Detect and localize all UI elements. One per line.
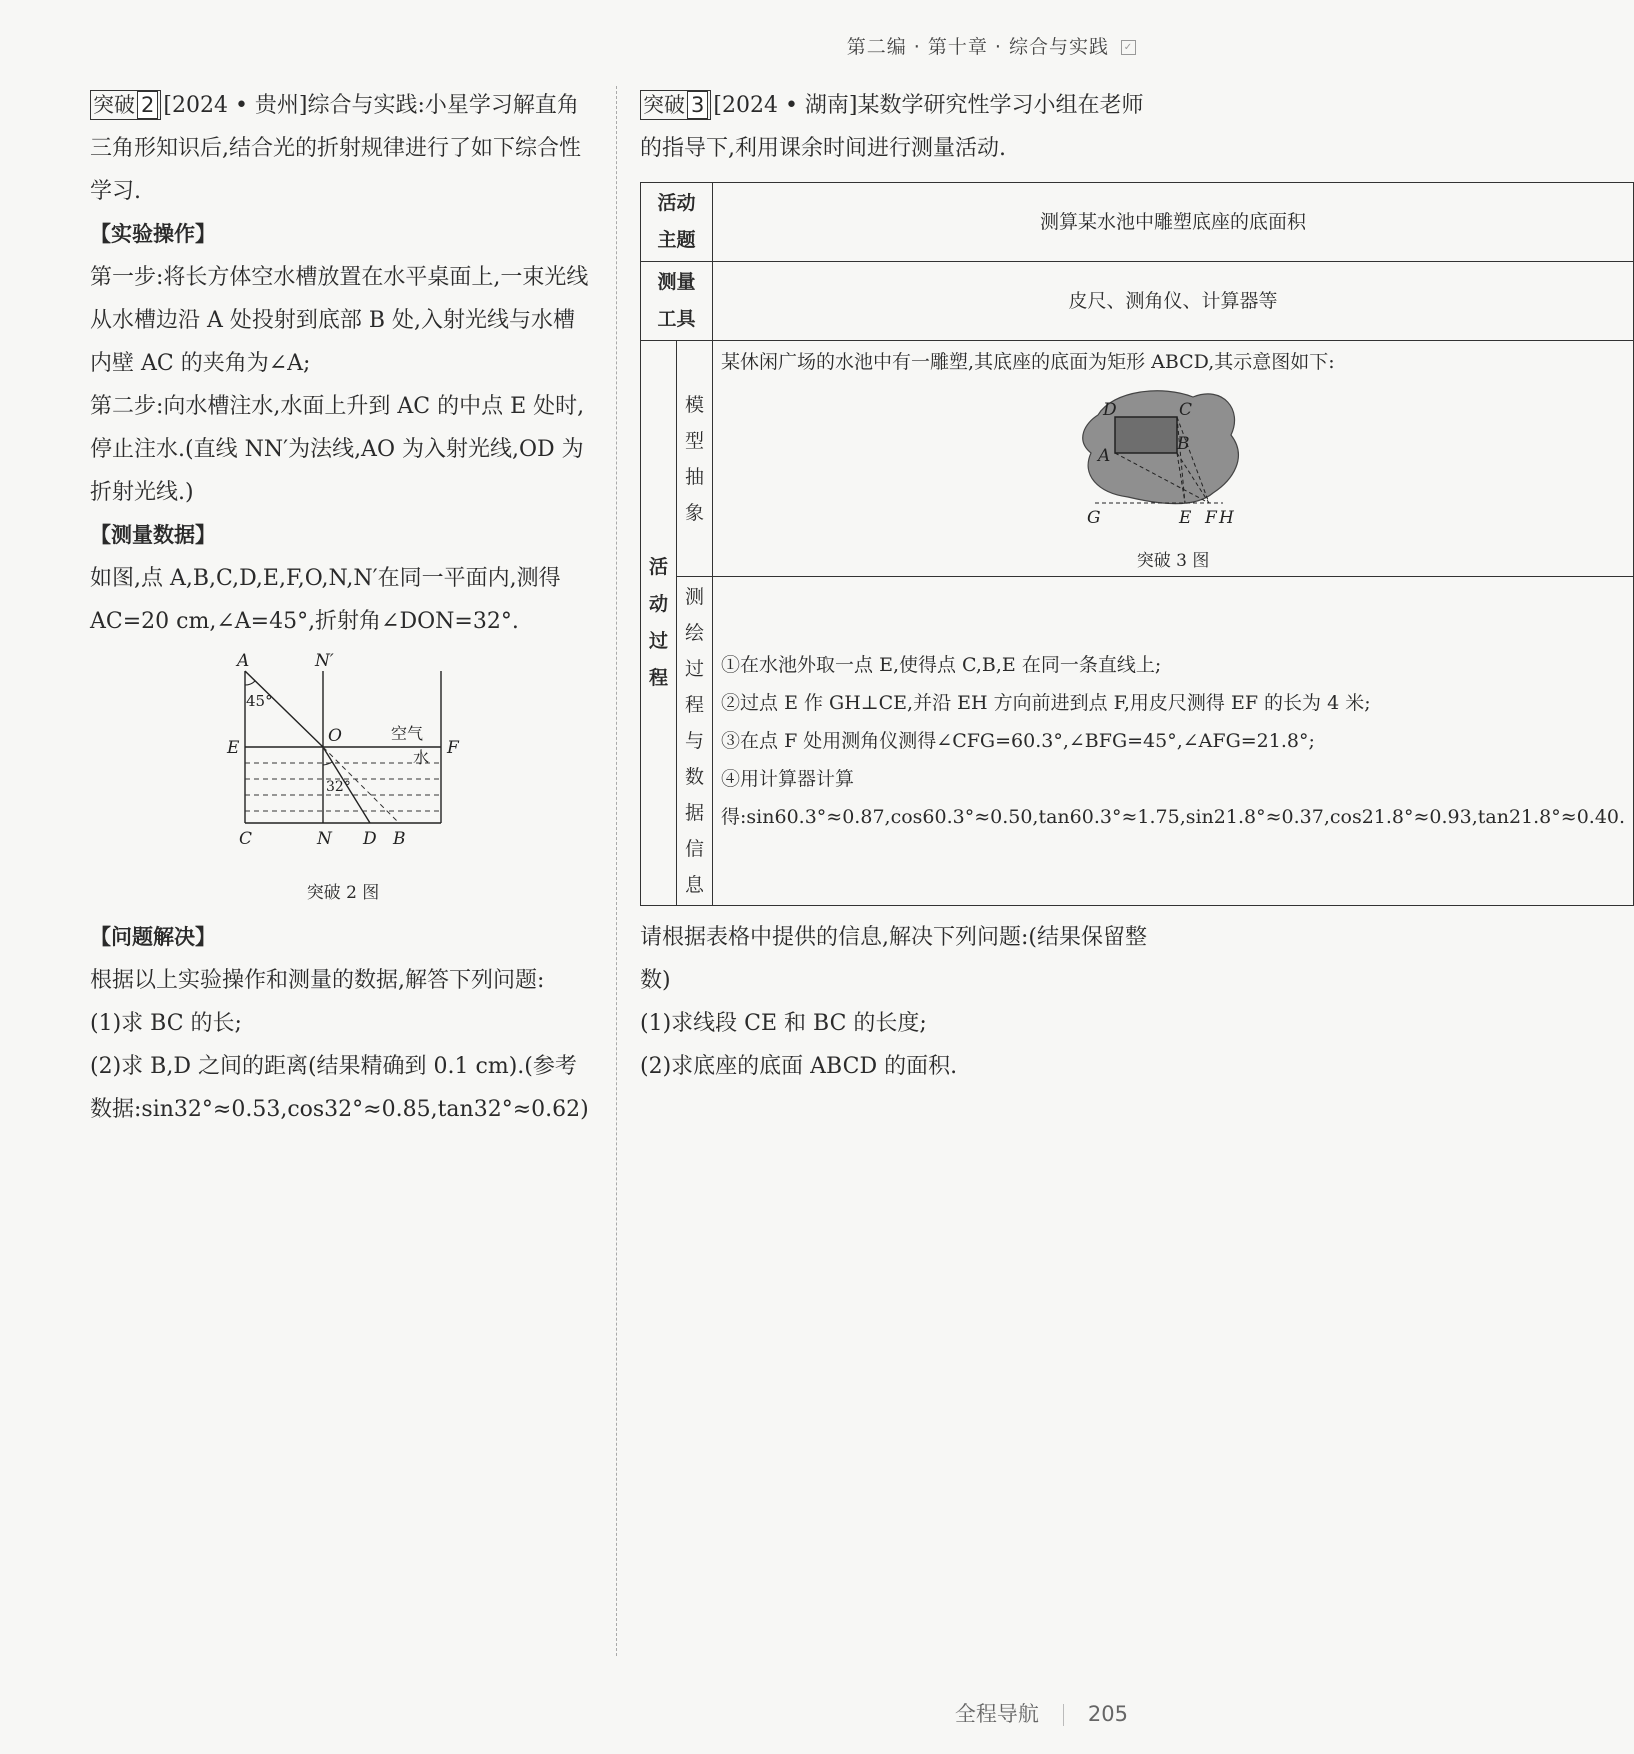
question-2: (2)求 B,D 之间的距离(结果精确到 0.1 cm).(参考数据:sin32°≈0.53,cos32°≈0.85,tan32°≈0.62) (90, 1054, 589, 1122)
table-header-process: 活动过程 (641, 341, 677, 906)
table-cell-topic: 测算某水池中雕塑底座的底面积 (713, 183, 1634, 262)
table-row (641, 577, 1634, 906)
survey-step-3: ③在点 F 处用测角仪测得∠CFG=60.3°,∠BFG=45°,∠AFG=21.8°; (721, 730, 1315, 752)
figure-3-caption: 突破 3 图 (1136, 551, 1210, 571)
label-n: N (317, 829, 332, 849)
angle-o-label: 32° (326, 779, 351, 795)
solve-instruction: 根据以上实验操作和测量的数据,解答下列问题: (90, 968, 545, 993)
question-1: (1)求线段 CE 和 BC 的长度; (640, 1011, 927, 1036)
table-subheader-model: 模型抽象 (677, 341, 713, 577)
table-subheader-survey: 测绘过程与数据信息 (677, 577, 713, 906)
label-b: B (393, 829, 406, 849)
table-row (641, 341, 1634, 577)
measurement-data: 如图,点 A,B,C,D,E,F,O,N,N′在同一平面内,测得 AC=20 cm,∠A=45°,折射角∠DON=32°. (90, 566, 561, 634)
footer-label: 全程导航 (954, 1702, 1039, 1726)
activity-table (640, 182, 1634, 906)
label-a: A (1098, 446, 1111, 466)
label-e: E (1179, 508, 1192, 528)
label-n-prime: N′ (315, 651, 334, 671)
page-header (847, 32, 1136, 59)
section-data: 【测量数据】 (90, 523, 216, 547)
model-cell (713, 341, 1634, 577)
page-footer (955, 1698, 1128, 1728)
step-1: 第一步:将长方体空水槽放置在水平桌面上,一束光线从水槽边沿 A 处投射到底部 B 处,入射光线与水槽内壁 AC 的夹角为∠A; (90, 265, 589, 376)
water-label: 水 (413, 748, 430, 767)
section-solve: 【问题解决】 (90, 925, 216, 949)
problem-3 (640, 84, 1626, 1088)
survey-step-1: ①在水池外取一点 E,使得点 C,B,E 在同一条直线上; (721, 654, 1162, 676)
section-operation: 【实验操作】 (90, 222, 216, 246)
label-e: E (227, 738, 240, 758)
figure-2-caption: 突破 2 图 (306, 883, 380, 903)
label-h: H (1219, 508, 1234, 528)
angle-a-label: 45° (246, 692, 273, 710)
step-2: 第二步:向水槽注水,水面上升到 AC 的中点 E 处时,停止注水.(直线 NN′为法线,AO 为入射光线,OD 为折射光线.) (90, 394, 585, 505)
problem-3-intro: 突破 3 [2024 • 湖南]某数学研究性学习小组在老师的指导下,利用课余时间进行测量活动. (640, 84, 1148, 170)
label-d: D (1103, 400, 1117, 420)
table-cell-tools: 皮尺、测角仪、计算器等 (713, 262, 1634, 341)
question-1: (1)求 BC 的长; (90, 1011, 242, 1036)
column-divider (616, 86, 617, 1656)
table-header-tools: 测量工具 (641, 262, 713, 341)
question-2: (2)求底座的底面 ABCD 的面积. (640, 1054, 958, 1079)
label-o: O (328, 726, 342, 746)
table-row (641, 183, 1634, 262)
figure-2 (90, 651, 596, 876)
label-c: C (1179, 400, 1193, 420)
air-label: 空气 (391, 724, 424, 743)
survey-cell (713, 577, 1634, 906)
footer-divider (1063, 1704, 1064, 1726)
table-header-topic: 活动主题 (641, 183, 713, 262)
chapter-title: 第二编 · 第十章 · 综合与实践 (846, 36, 1109, 58)
label-g: G (1087, 508, 1101, 528)
solve-instruction: 请根据表格中提供的信息,解决下列问题:(结果保留整数) (640, 925, 1147, 993)
survey-step-2: ②过点 E 作 GH⊥CE,并沿 EH 方向前进到点 F,用皮尺测得 EF 的长为 4 米; (721, 692, 1371, 714)
figure-3 (721, 385, 1625, 548)
problem-2 (90, 84, 596, 1131)
problem-tag: 突破 3 (640, 90, 711, 120)
label-b: B (1177, 434, 1190, 454)
label-a: A (237, 651, 250, 671)
label-c: C (239, 829, 253, 849)
checkbox-icon: ✓ (1121, 40, 1136, 55)
survey-step-4: ④用计算器计算得:sin60.3°≈0.87,cos60.3°≈0.50,tan60.3°≈1.75,sin21.8°≈0.37,cos21.8°≈0.93,tan21.8°≈0.40. (721, 768, 1626, 828)
model-text: 某休闲广场的水池中有一雕塑,其底座的底面为矩形 ABCD,其示意图如下: (721, 351, 1335, 373)
label-d: D (363, 829, 377, 849)
problem-tag: 突破 2 (90, 90, 161, 120)
table-row (641, 262, 1634, 341)
label-f: F (447, 738, 459, 758)
problem-2-intro: 突破 2 [2024 • 贵州]综合与实践:小星学习解直角三角形知识后,结合光的折射规律进行了如下综合性学习. (90, 84, 596, 213)
page-number: 205 (1087, 1702, 1128, 1726)
label-f: F (1205, 508, 1217, 528)
